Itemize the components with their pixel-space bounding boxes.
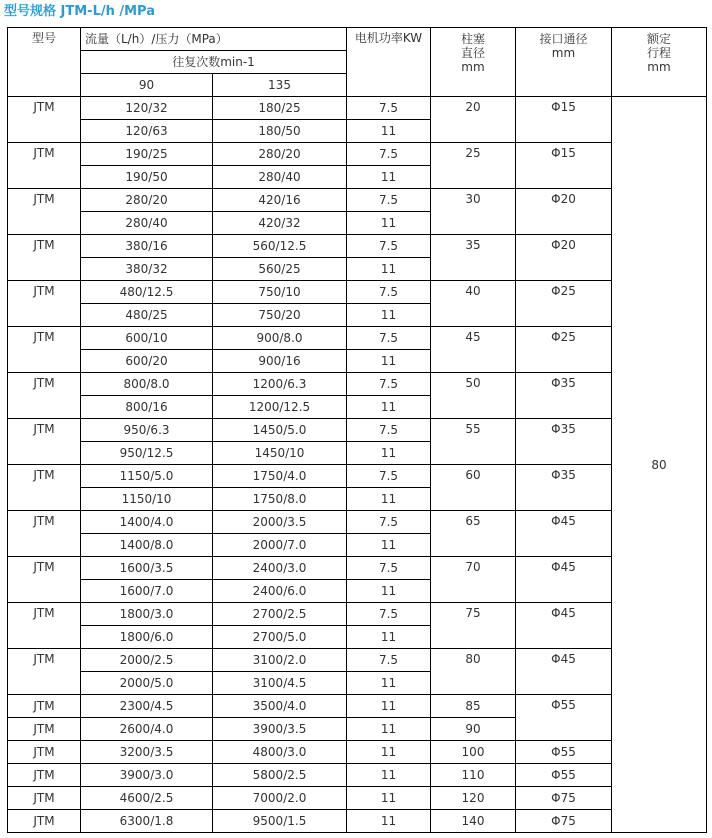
port-size-cell: Φ35 (516, 373, 612, 419)
plunger-diameter-cell: 65 (431, 511, 516, 557)
plunger-diameter-cell: 20 (431, 97, 516, 143)
flow-135-cell: 420/32 (213, 212, 347, 235)
motor-power-cell: 11 (347, 120, 431, 143)
motor-power-cell: 7.5 (347, 511, 431, 534)
flow-135-cell: 560/25 (213, 258, 347, 281)
port-size-cell: Φ45 (516, 511, 612, 557)
flow-135-cell: 3500/4.0 (213, 695, 347, 718)
table-row (8, 557, 707, 580)
motor-power-cell: 7.5 (347, 465, 431, 488)
flow-135-cell: 560/12.5 (213, 235, 347, 258)
plunger-diameter-cell: 55 (431, 419, 516, 465)
port-size-cell: Φ15 (516, 97, 612, 143)
flow-135-cell: 750/20 (213, 304, 347, 327)
model-cell: JTM (8, 189, 81, 235)
flow-90-cell: 1600/7.0 (81, 580, 213, 603)
model-cell: JTM (8, 718, 81, 741)
flow-135-cell: 1450/5.0 (213, 419, 347, 442)
flow-135-cell: 2400/3.0 (213, 557, 347, 580)
flow-90-cell: 3200/3.5 (81, 741, 213, 764)
model-cell: JTM (8, 281, 81, 327)
flow-90-cell: 4600/2.5 (81, 787, 213, 810)
table-row (8, 741, 707, 764)
plunger-diameter-cell: 25 (431, 143, 516, 189)
plunger-diameter-cell: 40 (431, 281, 516, 327)
table-row (8, 235, 707, 258)
motor-power-cell: 7.5 (347, 327, 431, 350)
flow-135-cell: 1450/10 (213, 442, 347, 465)
model-cell: JTM (8, 603, 81, 649)
header-strokes-per-min: 往复次数min-1 (81, 51, 347, 74)
port-size-cell: Φ20 (516, 235, 612, 281)
plunger-diameter-cell: 85 (431, 695, 516, 718)
flow-90-cell: 1600/3.5 (81, 557, 213, 580)
motor-power-cell: 11 (347, 787, 431, 810)
header-speed-135: 135 (213, 74, 347, 97)
table-row (8, 764, 707, 787)
flow-135-cell: 2400/6.0 (213, 580, 347, 603)
header-row (8, 28, 707, 51)
header-plunger-diameter-line: 柱塞 (460, 32, 485, 46)
motor-power-cell: 11 (347, 396, 431, 419)
table-row (8, 695, 707, 718)
flow-90-cell: 800/16 (81, 396, 213, 419)
flow-90-cell: 3900/3.0 (81, 764, 213, 787)
plunger-diameter-cell: 75 (431, 603, 516, 649)
spec-table (7, 27, 707, 833)
flow-90-cell: 1400/4.0 (81, 511, 213, 534)
table-row (8, 97, 707, 120)
model-cell: JTM (8, 327, 81, 373)
flow-90-cell: 800/8.0 (81, 373, 213, 396)
motor-power-cell: 7.5 (347, 235, 431, 258)
table-row (8, 189, 707, 212)
flow-90-cell: 6300/1.8 (81, 810, 213, 833)
flow-135-cell: 280/40 (213, 166, 347, 189)
plunger-diameter-cell: 60 (431, 465, 516, 511)
flow-90-cell: 950/12.5 (81, 442, 213, 465)
motor-power-cell: 7.5 (347, 419, 431, 442)
motor-power-cell: 11 (347, 258, 431, 281)
header-speed-90: 90 (81, 74, 213, 97)
flow-90-cell: 380/16 (81, 235, 213, 258)
plunger-diameter-cell: 45 (431, 327, 516, 373)
motor-power-cell: 11 (347, 695, 431, 718)
flow-90-cell: 2300/4.5 (81, 695, 213, 718)
flow-135-cell: 2700/5.0 (213, 626, 347, 649)
model-cell: JTM (8, 764, 81, 787)
flow-90-cell: 190/25 (81, 143, 213, 166)
header-rated-stroke-line: 额定 (646, 32, 671, 46)
model-cell: JTM (8, 97, 81, 143)
flow-135-cell: 2700/2.5 (213, 603, 347, 626)
flow-135-cell: 1750/8.0 (213, 488, 347, 511)
flow-135-cell: 1200/6.3 (213, 373, 347, 396)
motor-power-cell: 11 (347, 350, 431, 373)
flow-90-cell: 480/25 (81, 304, 213, 327)
motor-power-cell: 11 (347, 741, 431, 764)
motor-power-cell: 11 (347, 672, 431, 695)
flow-135-cell: 180/50 (213, 120, 347, 143)
header-rated-stroke (612, 28, 707, 97)
plunger-diameter-cell: 90 (431, 718, 516, 741)
flow-135-cell: 3900/3.5 (213, 718, 347, 741)
motor-power-cell: 11 (347, 304, 431, 327)
spec-table-body (8, 28, 707, 833)
motor-power-cell: 7.5 (347, 281, 431, 304)
plunger-diameter-cell: 35 (431, 235, 516, 281)
table-row (8, 465, 707, 488)
flow-90-cell: 1800/3.0 (81, 603, 213, 626)
flow-90-cell: 1150/10 (81, 488, 213, 511)
table-row (8, 810, 707, 833)
model-cell: JTM (8, 649, 81, 695)
port-size-cell: Φ75 (516, 787, 612, 810)
flow-90-cell: 600/10 (81, 327, 213, 350)
header-model: 型号 (8, 28, 81, 97)
motor-power-cell: 11 (347, 442, 431, 465)
table-title: 型号规格 JTM-L/h /MPa (4, 4, 156, 19)
port-size-cell: Φ35 (516, 419, 612, 465)
motor-power-cell: 7.5 (347, 143, 431, 166)
flow-90-cell: 280/40 (81, 212, 213, 235)
flow-135-cell: 2000/7.0 (213, 534, 347, 557)
flow-90-cell: 120/63 (81, 120, 213, 143)
plunger-diameter-cell: 30 (431, 189, 516, 235)
flow-90-cell: 1800/6.0 (81, 626, 213, 649)
port-size-cell: Φ25 (516, 327, 612, 373)
table-row (8, 327, 707, 350)
flow-90-cell: 280/20 (81, 189, 213, 212)
flow-90-cell: 120/32 (81, 97, 213, 120)
flow-135-cell: 280/20 (213, 143, 347, 166)
header-rated-stroke-line: mm (647, 60, 671, 74)
table-row (8, 649, 707, 672)
motor-power-cell: 11 (347, 810, 431, 833)
port-size-cell: Φ55 (516, 764, 612, 787)
motor-power-cell: 7.5 (347, 557, 431, 580)
port-size-cell: Φ55 (516, 695, 612, 741)
table-row (8, 373, 707, 396)
header-plunger-diameter-line: 直径 (460, 46, 485, 60)
flow-90-cell: 1150/5.0 (81, 465, 213, 488)
model-cell: JTM (8, 741, 81, 764)
motor-power-cell: 11 (347, 764, 431, 787)
plunger-diameter-cell: 140 (431, 810, 516, 833)
model-cell: JTM (8, 511, 81, 557)
flow-90-cell: 2600/4.0 (81, 718, 213, 741)
flow-135-cell: 1750/4.0 (213, 465, 347, 488)
header-flow-pressure: 流量（L/h）/压力（MPa） (81, 28, 347, 51)
port-size-cell: Φ45 (516, 557, 612, 603)
motor-power-cell: 11 (347, 718, 431, 741)
flow-135-cell: 4800/3.0 (213, 741, 347, 764)
table-row (8, 143, 707, 166)
header-port-size-line: 接口通径 (539, 32, 588, 46)
plunger-diameter-cell: 70 (431, 557, 516, 603)
flow-90-cell: 950/6.3 (81, 419, 213, 442)
flow-135-cell: 3100/4.5 (213, 672, 347, 695)
port-size-cell: Φ20 (516, 189, 612, 235)
flow-135-cell: 5800/2.5 (213, 764, 347, 787)
flow-135-cell: 7000/2.0 (213, 787, 347, 810)
rated-stroke-cell: 80 (612, 97, 707, 833)
model-cell: JTM (8, 810, 81, 833)
port-size-cell: Φ35 (516, 465, 612, 511)
flow-90-cell: 2000/2.5 (81, 649, 213, 672)
plunger-diameter-cell: 120 (431, 787, 516, 810)
motor-power-cell: 11 (347, 626, 431, 649)
flow-135-cell: 9500/1.5 (213, 810, 347, 833)
model-cell: JTM (8, 143, 81, 189)
flow-135-cell: 180/25 (213, 97, 347, 120)
motor-power-cell: 7.5 (347, 649, 431, 672)
flow-135-cell: 3100/2.0 (213, 649, 347, 672)
header-port-size-line: mm (551, 46, 576, 60)
motor-power-cell: 7.5 (347, 373, 431, 396)
model-cell: JTM (8, 235, 81, 281)
flow-135-cell: 420/16 (213, 189, 347, 212)
model-cell: JTM (8, 557, 81, 603)
motor-power-cell: 11 (347, 488, 431, 511)
header-motor-power: 电机功率KW (347, 28, 431, 97)
plunger-diameter-cell: 50 (431, 373, 516, 419)
motor-power-cell: 7.5 (347, 603, 431, 626)
model-cell: JTM (8, 419, 81, 465)
table-row (8, 603, 707, 626)
flow-135-cell: 1200/12.5 (213, 396, 347, 419)
port-size-cell: Φ25 (516, 281, 612, 327)
port-size-cell: Φ75 (516, 810, 612, 833)
header-rated-stroke-line: 行程 (646, 46, 671, 60)
port-size-cell: Φ45 (516, 649, 612, 695)
flow-135-cell: 900/8.0 (213, 327, 347, 350)
table-row (8, 787, 707, 810)
motor-power-cell: 11 (347, 534, 431, 557)
flow-90-cell: 600/20 (81, 350, 213, 373)
header-plunger-diameter-line: mm (461, 60, 485, 74)
model-cell: JTM (8, 695, 81, 718)
flow-90-cell: 190/50 (81, 166, 213, 189)
motor-power-cell: 7.5 (347, 97, 431, 120)
flow-135-cell: 900/16 (213, 350, 347, 373)
port-size-cell: Φ45 (516, 603, 612, 649)
flow-90-cell: 2000/5.0 (81, 672, 213, 695)
motor-power-cell: 11 (347, 166, 431, 189)
flow-90-cell: 1400/8.0 (81, 534, 213, 557)
plunger-diameter-cell: 110 (431, 764, 516, 787)
model-cell: JTM (8, 787, 81, 810)
table-row (8, 281, 707, 304)
motor-power-cell: 11 (347, 580, 431, 603)
port-size-cell: Φ15 (516, 143, 612, 189)
table-row (8, 511, 707, 534)
model-cell: JTM (8, 373, 81, 419)
flow-135-cell: 2000/3.5 (213, 511, 347, 534)
flow-90-cell: 380/32 (81, 258, 213, 281)
port-size-cell: Φ55 (516, 741, 612, 764)
model-cell: JTM (8, 465, 81, 511)
motor-power-cell: 11 (347, 212, 431, 235)
flow-135-cell: 750/10 (213, 281, 347, 304)
header-plunger-diameter (431, 28, 516, 97)
motor-power-cell: 7.5 (347, 189, 431, 212)
header-port-size (516, 28, 612, 97)
table-row (8, 419, 707, 442)
plunger-diameter-cell: 80 (431, 649, 516, 695)
flow-90-cell: 480/12.5 (81, 281, 213, 304)
plunger-diameter-cell: 100 (431, 741, 516, 764)
